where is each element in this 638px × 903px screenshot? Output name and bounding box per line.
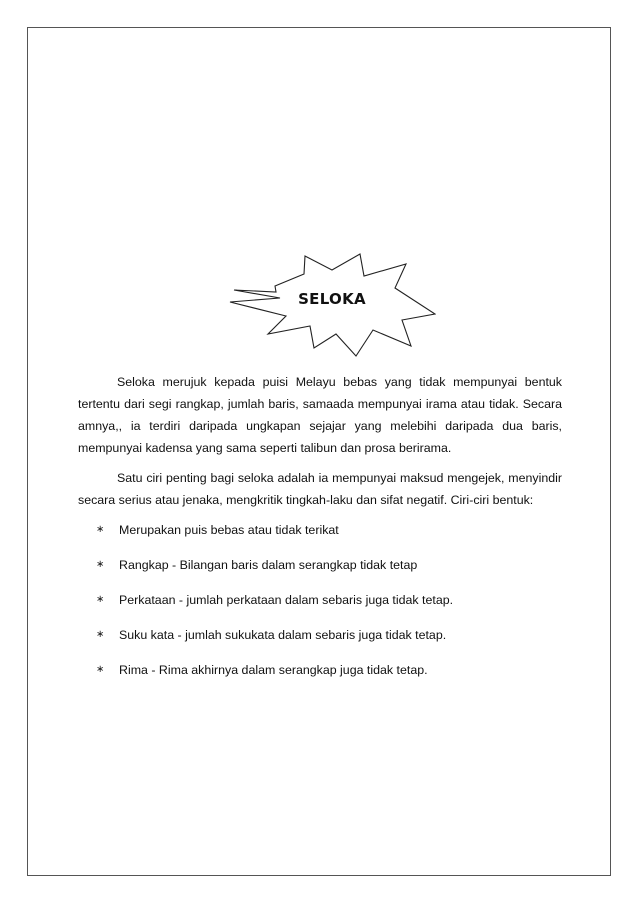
asterisk-bullet-icon: ∗ [96,629,105,640]
paragraph-definition: Seloka merujuk kepada puisi Melayu bebas yang tidak mempunyai bentuk tertentu dari segi rangkap, jumlah baris, samaada mempunyai irama atau tidak. Secara amnya,, ia terdiri daripada ungkapan sejajar yang melebihi daripada dua baris, mempunyai kadensa yang sama seperti talibun dan prosa berirama. [78,375,562,455]
asterisk-bullet-icon: ∗ [96,664,105,675]
paragraph-characteristics: Satu ciri penting bagi seloka adalah ia mempunyai maksud mengejek, menyindir secara serius atau jenaka, mengkritik tingkah-laku dan sifat negatif. Ciri-ciri bentuk: [78,471,562,507]
list-item-text: Suku kata - jumlah sukukata dalam sebaris juga tidak tetap. [119,628,447,642]
list-item-text: Merupakan puis bebas atau tidak terikat [119,523,339,537]
page-title: SELOKA [298,290,366,308]
list-item-text: Rima - Rima akhirnya dalam serangkap juga tidak tetap. [119,663,428,677]
asterisk-bullet-icon: ∗ [96,524,105,535]
body-content [78,371,562,694]
list-item-text: Perkataan - jumlah perkataan dalam sebaris juga tidak tetap. [119,593,454,607]
list-item [78,554,562,589]
list-item [78,659,562,694]
asterisk-bullet-icon: ∗ [96,559,105,570]
bullet-list [78,519,562,694]
asterisk-bullet-icon: ∗ [96,594,105,605]
list-item [78,519,562,554]
list-item [78,624,562,659]
list-item [78,589,562,624]
list-item-text: Rangkap - Bilangan baris dalam serangkap tidak tetap [119,558,418,572]
title-starburst [228,252,436,358]
